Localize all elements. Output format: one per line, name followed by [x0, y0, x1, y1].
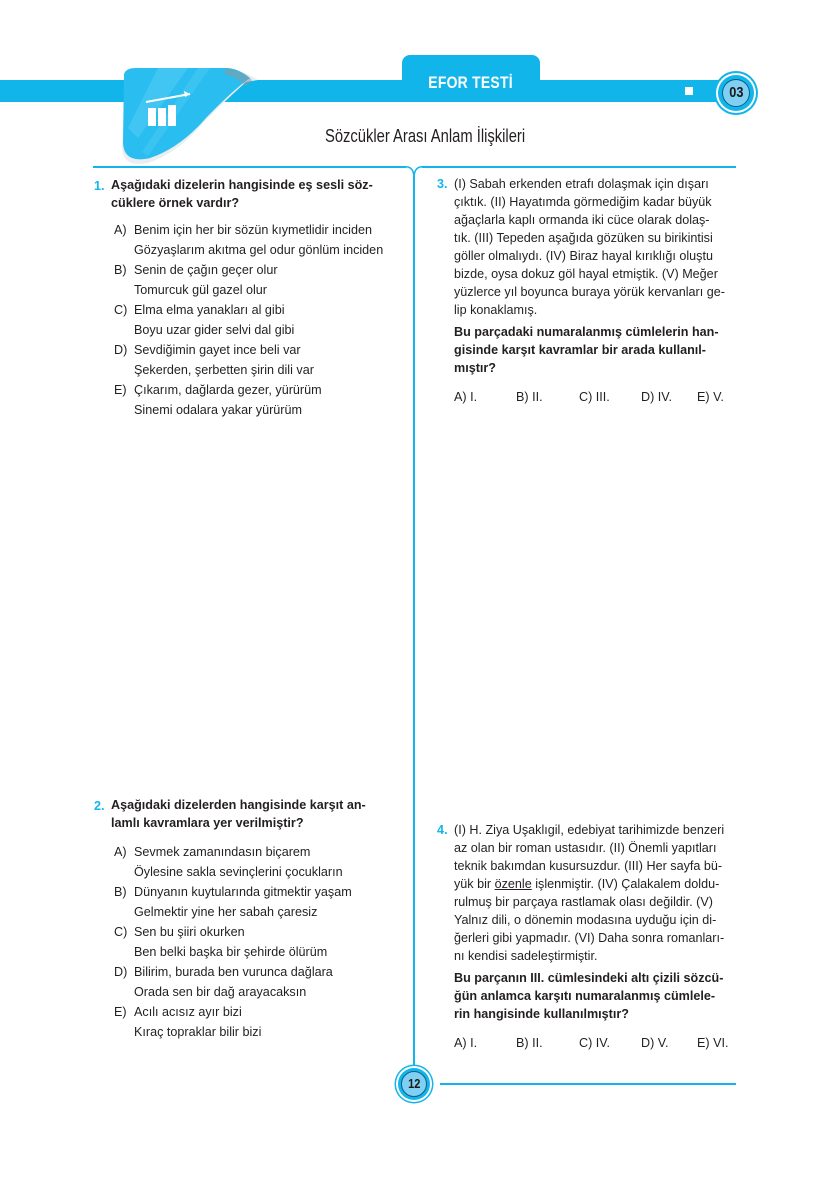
option-d[interactable]: D) IV. [641, 390, 673, 404]
option-e[interactable]: E) VI. [697, 1036, 729, 1050]
option-e[interactable]: E) Çıkarım, dağlarda gezer, yürürüm Sinemi odalara yakar yürürüm [114, 383, 322, 417]
page-number: 12 [407, 1076, 421, 1091]
topic-title: Sözcükler Arası Anlam İlişkileri [324, 126, 526, 146]
page-number-badge [398, 1068, 430, 1100]
question-3 [437, 175, 737, 407]
option-e[interactable]: E) Acılı acısız ayır bizi Kıraç topraklar bilir bizi [114, 1005, 262, 1039]
question-2 [94, 796, 399, 1042]
question-4 [437, 821, 737, 1053]
option-b[interactable]: B) Senin de çağın geçer olur Tomurcuk gül gazel olur [114, 263, 278, 297]
decorative-square [685, 87, 693, 95]
underlined-word: özenle [494, 877, 532, 891]
question-passage: (I) H. Ziya Uşaklıgil, edebiyat tarihimizde benzeri az olan bir roman ustasıdır. (II) Önemli yapıtları teknik bakımdan kusursuzdur. (III) Her sayfa bü- yük bir özenle işlenmiştir. (IV) Çalakalem doldu- rulmuş bir parçaya rastlamak olası değildir. (V) Yalnız dili, o dönemin modasına uyduğu için di- ğerleri gibi yapmadır. (VI) Daha sonra romanları- nı kendisi sadeleştirmiştir. [454, 823, 725, 963]
question-number: 3. [437, 177, 448, 191]
question-number: 2. [94, 799, 105, 813]
option-c[interactable]: C) III. [579, 390, 610, 404]
question-number: 4. [437, 823, 448, 837]
option-a[interactable]: A) I. [454, 390, 478, 404]
logo-flag [118, 68, 263, 168]
answer-choices [454, 1033, 737, 1053]
option-b[interactable]: B) II. [516, 1036, 543, 1050]
option-c[interactable]: C) Elma elma yanakları al gibi Boyu uzar gider selvi dal gibi [114, 303, 295, 337]
right-top-rule [422, 166, 736, 168]
question-stem: Bu parçadaki numaralanmış cümlelerin han- gisinde karşıt kavramlar bir arada kullanıl- mıştır? [454, 325, 719, 375]
question-1 [94, 176, 399, 420]
option-c[interactable]: C) IV. [579, 1036, 611, 1050]
header-bar [0, 80, 735, 102]
option-a[interactable]: A) I. [454, 1036, 478, 1050]
column-divider [413, 176, 415, 1066]
option-b[interactable]: B) Dünyanın kuytularında gitmektir yaşam Gelmektir yine her sabah çaresiz [114, 885, 352, 919]
question-stem: Aşağıdaki dizelerden hangisinde karşıt an- lamlı kavramlara yer verilmiştir? [111, 798, 366, 830]
option-d[interactable]: D) Sevdiğimin gayet ince beli var Şekerden, şerbetten şirin dili var [114, 343, 314, 377]
option-a[interactable]: A) Benim için her bir sözün kıymetlidir inciden Gözyaşlarım akıtma gel odur gönlüm inciden [114, 223, 384, 257]
option-d[interactable]: D) Bilirim, burada ben vurunca dağlara Orada sen bir dağ arayacaksın [114, 965, 333, 999]
test-number-badge [718, 75, 754, 111]
question-stem: Bu parçanın III. cümlesindeki altı çizili sözcü- ğün anlamca karşıtı numaralanmış cümlele- rin hangisinde kullanılmıştır? [454, 971, 724, 1021]
question-number: 1. [94, 179, 105, 193]
question-stem: Aşağıdaki dizelerin hangisinde eş sesli söz- cüklere örnek vardır? [111, 178, 373, 210]
test-number: 03 [728, 84, 744, 101]
option-d[interactable]: D) V. [641, 1036, 669, 1050]
test-type-tab: EFOR TESTİ [402, 55, 540, 101]
option-c[interactable]: C) Sen bu şiiri okurken Ben belki başka bir şehirde ölürüm [114, 925, 328, 959]
option-a[interactable]: A) Sevmek zamanındasın biçarem Öylesine sakla sevinçlerini çocukların [114, 845, 343, 879]
option-e[interactable]: E) V. [697, 390, 724, 404]
option-b[interactable]: B) II. [516, 390, 543, 404]
left-top-rule [93, 166, 406, 168]
answer-choices [454, 387, 737, 407]
footer-rule [440, 1083, 736, 1085]
question-passage: (I) Sabah erkenden etrafı dolaşmak için dışarı çıktık. (II) Hayatımda görmediğim kadar büyük ağaçlarla kaplı ormanda iki cüce olarak dolaş- tık. (III) Tepeden aşağıda gözüken su birikintisi göller olmalıydı. (IV) Biraz hayal kırıklığı oluştu bizde, oysa dokuz göl hayal etmiştik. (V) Meğer yüzlerce yıl boyunca buraya yörük kervanları ge- lip konaklamış. [454, 177, 725, 317]
